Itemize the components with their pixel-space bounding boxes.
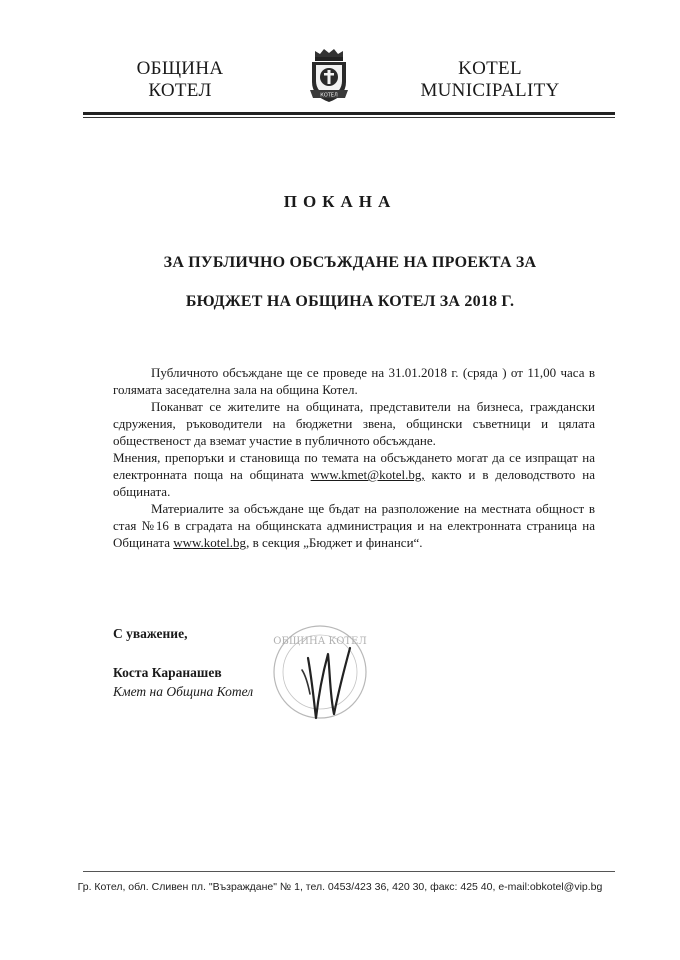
paragraph-4 <box>113 500 595 551</box>
paragraph-4-tail: , в секция „Бюджет и финанси“. <box>246 535 423 550</box>
document-subtitle-line2: БЮДЖЕТ НА ОБЩИНА КОТЕЛ ЗА 2018 Г. <box>185 293 515 310</box>
header-left-line2: КОТЕЛ <box>148 80 212 101</box>
website-link[interactable]: www.kotel.bg <box>173 535 247 550</box>
email-link[interactable]: www.kmet@kotel.bg, <box>310 467 425 482</box>
paragraph-2: Поканват се жителите на общината, представители на бизнеса, граждански сдружения, ръководители на бюджетни звена, общински съветници и цялата общественост да вземат участие в публичното обсъждане. <box>113 399 595 448</box>
header-en-name <box>405 58 575 102</box>
header-divider <box>83 112 615 115</box>
footer-divider <box>83 871 615 872</box>
header-right-line2: MUNICIPALITY <box>420 80 560 101</box>
paragraph-3 <box>113 449 595 500</box>
document-title: ПОКАНА <box>283 192 397 211</box>
signer-name: Коста Каранашев <box>113 665 222 680</box>
crest-ribbon-text: КОТЕЛ <box>320 92 338 99</box>
header-bg-name <box>120 58 240 102</box>
document-subtitle-line1: ЗА ПУБЛИЧНО ОБСЪЖДАНЕ НА ПРОЕКТА ЗА <box>163 254 537 271</box>
paragraph-3-tail: както и в деловодството на общината. <box>113 467 595 499</box>
paragraph-1: Публичното обсъждане ще се проведе на 31.01.2018 г. (сряда ) от 11,00 часа в голямата заседателна зала на община Котел. <box>113 365 595 397</box>
signer-role: Кмет на Община Котел <box>113 684 254 699</box>
paragraph-3-text: Мнения, препоръки и становища по темата на обсъждането могат да се изпращат на електронната поща на общината <box>113 450 595 482</box>
letter-body <box>113 364 595 551</box>
paragraph-4-text: Материалите за обсъждане ще бъдат на разположение на местната общност в стая №16 в сградата на общинската администрация и на електронната страница на Общината <box>113 501 595 550</box>
closing-salutation: С уважение, <box>113 626 188 641</box>
header-left-line1: ОБЩИНА <box>136 58 224 79</box>
stamp-text: ОБЩИНА КОТЕЛ <box>273 636 367 647</box>
header-right-line1: KOTEL <box>458 58 522 79</box>
municipality-crest-icon <box>306 48 352 104</box>
footer-address: Гр. Котел, обл. Сливен пл. "Възраждане" № 1, тел. 0453/423 36, 420 30, факс: 425 40, e-mail:obkotel@vip.bg <box>77 881 603 893</box>
header-divider-thin <box>83 117 615 118</box>
stamp-and-signature-icon <box>258 610 388 750</box>
